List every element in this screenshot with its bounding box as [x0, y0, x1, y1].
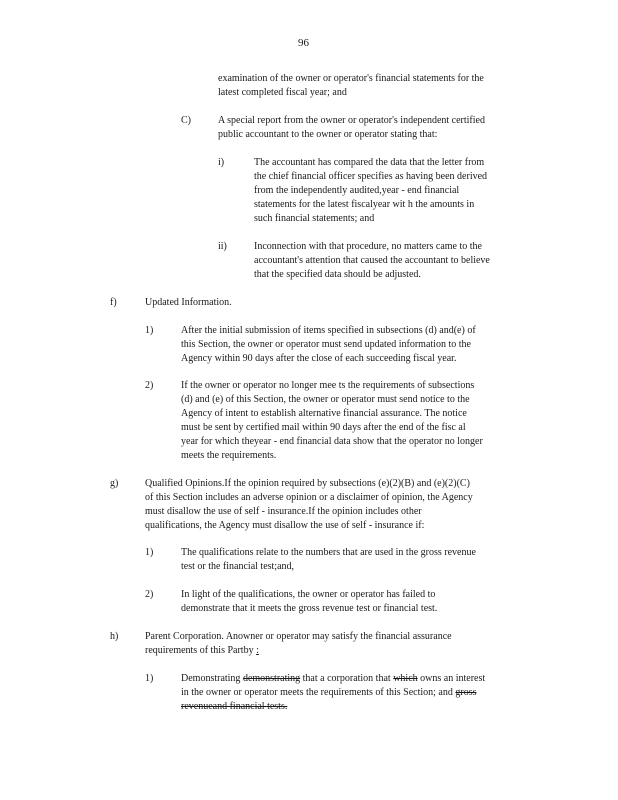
section-h-label: h) [110, 631, 119, 642]
text-line: (d) and (e) of this Section, the owner or operator must send notice to the [181, 394, 470, 405]
text-line: Agency within 90 days after the close of each succeeding fiscal year. [181, 353, 457, 364]
item-c-i-label: i) [218, 157, 225, 168]
text-line: meets the requirements. [181, 450, 277, 461]
item-c-ii-text [254, 240, 536, 282]
deleted-text: demonstrating [242, 673, 301, 684]
item-c-label: C) [181, 115, 191, 126]
deleted-text: gross [455, 687, 477, 698]
section-f-label: f) [110, 297, 117, 308]
text-line [181, 686, 537, 700]
section-g-label: g) [110, 478, 119, 489]
text-line: accountant's attention that caused the accountant to believe [254, 255, 490, 266]
item-h1-text [181, 672, 537, 714]
text-line: from the independently audited,year - end financial [254, 185, 460, 196]
text-line: demonstrate that it meets the gross revenue test or financial test. [181, 603, 438, 614]
text-line: latest completed fiscal year; and [218, 87, 347, 98]
item-f2-text [181, 379, 539, 463]
text-line: Qualified Opinions.If the opinion required by subsections (e)(2)(B) and (e)(2)(C) [145, 478, 470, 489]
item-c-i-text [254, 156, 536, 226]
text-line: that the specified data should be adjusted. [254, 269, 421, 280]
item-f2-label: 2) [145, 380, 154, 391]
inline-text: owns an interest [420, 673, 486, 684]
text-line: must disallow the use of self - insurance.If the opinion includes other [145, 506, 422, 517]
text-line: this Section, the owner or operator must send updated information to the [181, 339, 471, 350]
deleted-text-line: revenueand financial tests. [181, 701, 288, 712]
item-g2-label: 2) [145, 589, 154, 600]
text-line: the chief financial officer specifies as having been derived [254, 171, 488, 182]
text-line: year for which theyear - end financial data show that the operator no longer [181, 436, 483, 447]
item-c-ii-label: ii) [218, 241, 227, 252]
text-line: examination of the owner or operator's financial statements for the [218, 73, 484, 84]
b-continuation-text [218, 72, 536, 100]
item-c-text [218, 114, 536, 142]
text-line: of this Section includes an adverse opinion or a disclaimer of opinion, the Agency [145, 492, 473, 503]
text-line: must be sent by certified mail within 90 days after the end of the fisc al [181, 422, 466, 433]
item-f1-label: 1) [145, 325, 154, 336]
item-g1-text [181, 546, 537, 574]
text-line [145, 644, 537, 658]
inserted-text: Demonstrating [181, 673, 241, 684]
text-line: public accountant to the owner or operator stating that: [218, 129, 438, 140]
section-g-text [145, 477, 537, 533]
section-f-heading: Updated Information. [145, 297, 232, 308]
text-line: Parent Corporation. Anowner or operator may satisfy the financial assurance [145, 631, 452, 642]
text-line: statements for the latest fiscalyear wit h the amounts in [254, 199, 475, 210]
text-line: The qualifications relate to the numbers that are used in the gross revenue [181, 547, 476, 558]
item-h1-label: 1) [145, 673, 154, 684]
text-line: such financial statements; and [254, 213, 375, 224]
deleted-text: which [393, 673, 418, 684]
item-f1-text [181, 324, 537, 366]
inline-text: requirements of this Partby [145, 645, 254, 656]
section-h-text [145, 630, 537, 658]
page-number: 96 [298, 37, 309, 49]
text-line: The accountant has compared the data that the letter from [254, 157, 485, 168]
text-line: A special report from the owner or operator's independent certified [218, 115, 485, 126]
item-g1-label: 1) [145, 547, 154, 558]
inserted-mark: : [256, 645, 259, 656]
text-line [181, 672, 537, 686]
text-line: After the initial submission of items specified in subsections (d) and(e) of [181, 325, 476, 336]
inline-text: in the owner or operator meets the requirements of this Section; and [181, 687, 453, 698]
text-line: Agency of intent to establish alternative financial assurance. The notice [181, 408, 467, 419]
text-line: qualifications, the Agency must disallow the use of self - insurance if: [145, 520, 425, 531]
item-g2-text [181, 588, 537, 616]
text-line: test or the financial test;and, [181, 561, 295, 572]
inline-text: that a corporation that [302, 673, 391, 684]
text-line: In light of the qualifications, the owner or operator has failed to [181, 589, 436, 600]
text-line: Inconnection with that procedure, no matters came to the [254, 241, 482, 252]
text-line: If the owner or operator no longer mee ts the requirements of subsections [181, 380, 475, 391]
